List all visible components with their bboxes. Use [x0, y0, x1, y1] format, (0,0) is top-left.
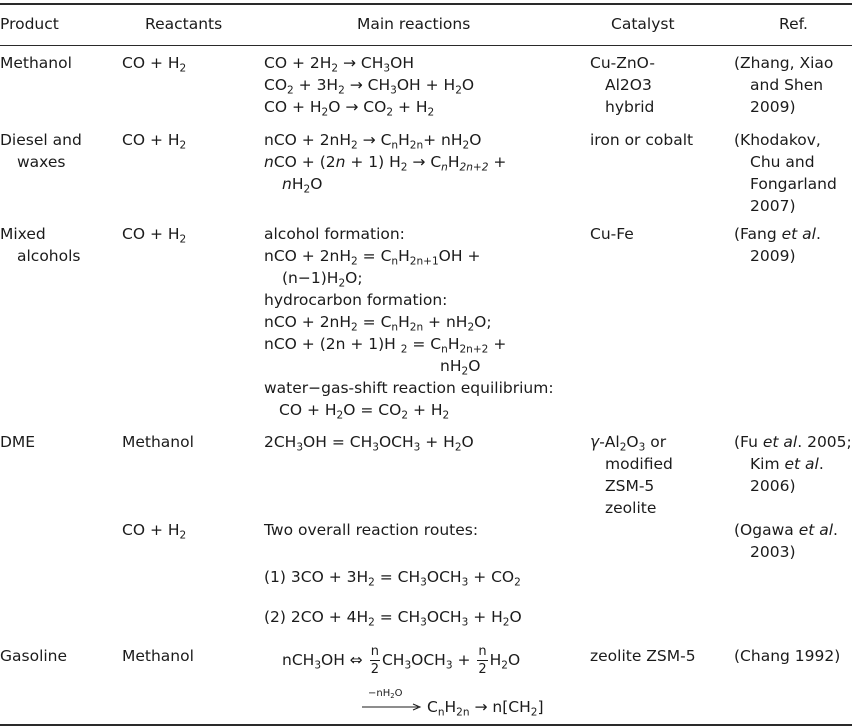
arrow-label: $-nH_2O$ — [368, 688, 403, 701]
reaction-line: (2) $2CO + 4H_2 = CH_3OCH_3 + H_2O$ — [264, 608, 522, 629]
header-ref: Ref. — [779, 15, 808, 33]
table-top-rule — [0, 3, 852, 5]
cell-catalyst: hybrid — [605, 98, 655, 116]
cell-ref: Chu and — [750, 153, 815, 171]
reaction-line: $2CH_3OH = CH_3OCH_3 + H_2O$ — [264, 433, 474, 454]
reaction-line: CO + $H_2O \to CO_2 + H_2$ — [264, 98, 435, 119]
reaction-line: $CO_2 + 3H_2 \to CH_3OH + H_2O$ — [264, 76, 475, 97]
cell-ref: Fongarland — [750, 175, 837, 193]
cell-ref: (Fu et al. 2005; — [734, 433, 852, 451]
cell-reactants: Methanol — [122, 433, 194, 451]
cell-catalyst: zeolite — [605, 499, 657, 517]
table-bottom-rule — [0, 724, 852, 726]
cell-ref: (Ogawa et al. — [734, 521, 838, 539]
cell-product: Gasoline — [0, 647, 68, 665]
cell-reactants: CO + $H_2$ — [122, 54, 187, 75]
cell-reactants: Methanol — [122, 647, 194, 665]
cell-ref: 2006) — [750, 477, 796, 495]
cell-ref: 2009) — [750, 247, 796, 265]
cell-ref: and Shen — [750, 76, 824, 94]
reaction-line: Two overall reaction routes: — [264, 521, 479, 539]
cell-catalyst: modified — [605, 455, 673, 473]
reaction-line: $C_nH_{2n} \to n[CH_2]$ — [427, 698, 544, 719]
cell-product: Diesel and — [0, 131, 82, 149]
cell-catalyst: zeolite ZSM-5 — [590, 647, 696, 665]
table-header-rule — [0, 45, 852, 46]
cell-catalyst: iron or cobalt — [590, 131, 694, 149]
reaction-line: nCO + $2nH_2 \to C_nH_{2n}+ nH_2O$ — [264, 131, 482, 152]
cell-product: waxes — [17, 153, 66, 171]
header-product: Product — [0, 15, 59, 33]
reaction-line: alcohol formation: — [264, 225, 405, 243]
fraction-n-over-2: $\frac{n}{2}$ — [370, 644, 379, 677]
cell-ref: 2009) — [750, 98, 796, 116]
header-reactants: Reactants — [145, 15, 223, 33]
cell-ref: (Chang 1992) — [734, 647, 841, 665]
reaction-line: hydrocarbon formation: — [264, 291, 448, 309]
reaction-line: nCO + $2nH_2 = C_nH_{2n+1}OH$ + — [264, 247, 481, 268]
cell-catalyst: ZSM-5 — [605, 477, 655, 495]
reaction-line: water−gas-shift reaction equilibrium: — [264, 379, 554, 397]
dehydration-arrow — [362, 690, 422, 716]
reaction-line: $nH_2O$ — [282, 175, 323, 196]
header-main-reactions: Main reactions — [357, 15, 471, 33]
cell-ref: 2003) — [750, 543, 796, 561]
cell-product: alcohols — [17, 247, 81, 265]
reaction-line: $(n-1)H_2O$; — [282, 269, 363, 290]
reaction-line: nCO + $2nH_2 = C_nH_{2n} + nH_2O$; — [264, 313, 492, 334]
reaction-line: nCO + (2n + 1) $H_2 \to C_nH_{2n+2}$ + — [264, 153, 507, 174]
long-right-arrow-icon — [362, 702, 422, 712]
reaction-line: CO + $2H_2 \to CH_3OH$ — [264, 54, 414, 75]
cell-ref: 2007) — [750, 197, 796, 215]
cell-product: DME — [0, 433, 36, 451]
reaction-line: $nH_2O$ — [440, 357, 481, 378]
cell-reactants: CO + $H_2$ — [122, 521, 187, 542]
cell-ref: (Fang et al. — [734, 225, 821, 243]
reaction-line: nCO + (2n + 1)H $_2 = C_nH_{2n+2}$ + — [264, 335, 507, 356]
cell-catalyst: Cu-ZnO- — [590, 54, 655, 72]
cell-ref: (Khodakov, — [734, 131, 821, 149]
cell-reactants: CO + $H_2$ — [122, 131, 187, 152]
reaction-line: (1) $3CO + 3H_2 = CH_3OCH_3 + CO_2$ — [264, 568, 521, 589]
reaction-line: CO + $H_2O = CO_2 + H_2$ — [279, 401, 450, 422]
cell-ref: Kim et al. — [750, 455, 824, 473]
cell-product: Mixed — [0, 225, 46, 243]
cell-reactants: CO + $H_2$ — [122, 225, 187, 246]
header-catalyst: Catalyst — [611, 15, 675, 33]
cell-catalyst: $\gamma-Al_2O_3$ or — [590, 433, 667, 454]
cell-catalyst: Cu-Fe — [590, 225, 634, 243]
cell-product: Methanol — [0, 54, 72, 72]
fraction-n-over-2: $\frac{n}{2}$ — [478, 644, 487, 677]
cell-catalyst: Al2O3 — [605, 76, 652, 94]
reaction-line: nCH$_3$OH ⇔ $\frac{n}{2}$ $CH_3OCH_3$ + $\frac{n}{2}$ $H_2O$ — [282, 644, 521, 677]
cell-ref: (Zhang, Xiao — [734, 54, 834, 72]
